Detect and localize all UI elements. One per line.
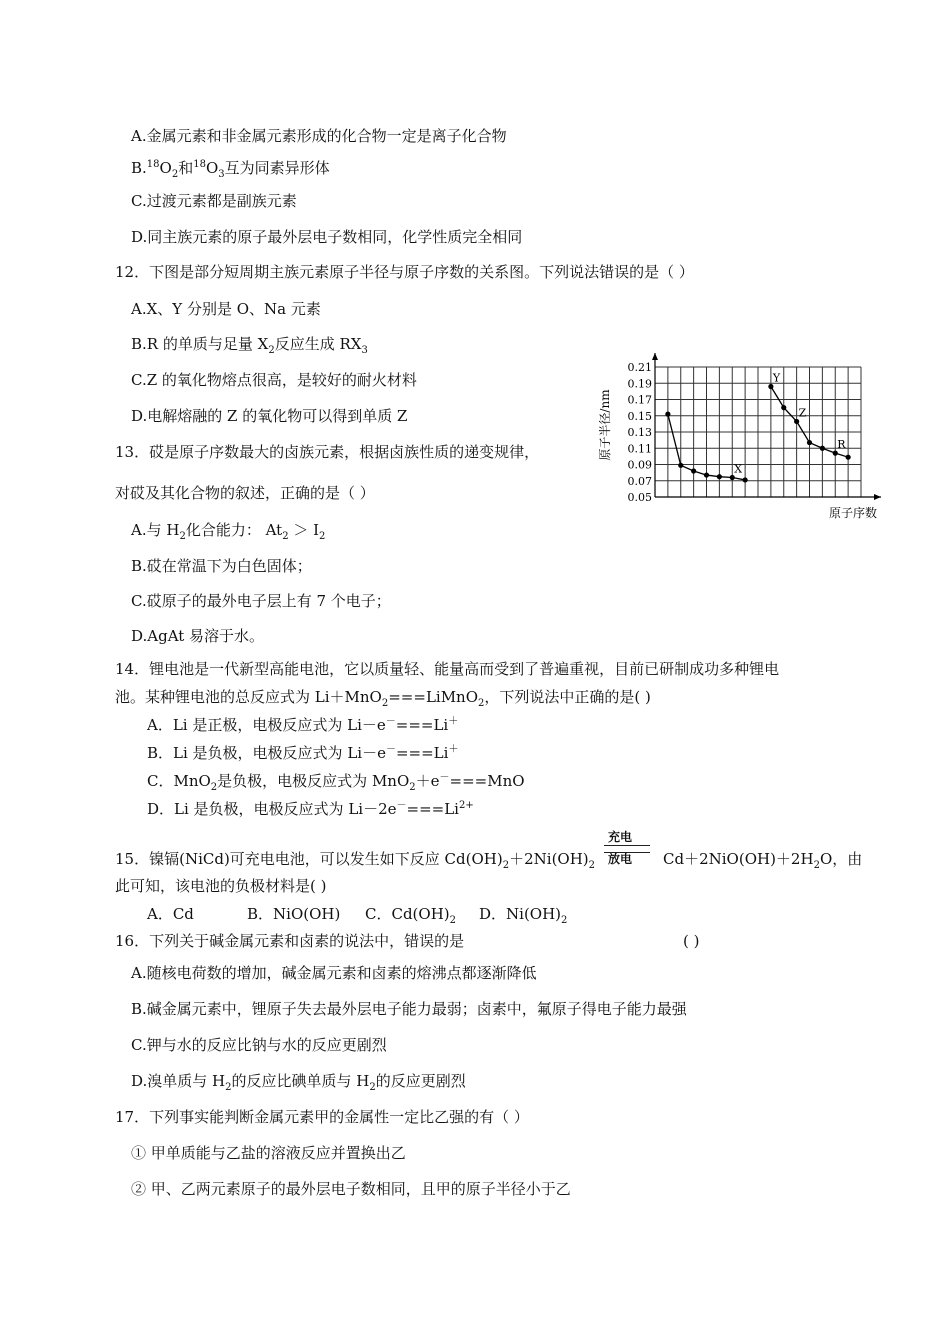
chart-grid xyxy=(652,353,881,500)
y-tick-label: 0.21 xyxy=(627,361,652,374)
q14-stem-line1: 14．锂电池是一代新型高能电池，它以质量轻、能量高而受到了普遍重视，目前已研制成功多种锂电 xyxy=(115,660,780,678)
sup: － xyxy=(385,716,396,727)
q14-option-c xyxy=(147,771,525,791)
text: B. xyxy=(131,159,147,177)
data-point xyxy=(807,440,812,445)
data-point xyxy=(704,472,709,477)
sub: 3 xyxy=(361,345,368,356)
sub: 2 xyxy=(319,531,326,542)
q15-stem-right xyxy=(663,849,862,869)
text: O，由 xyxy=(819,850,863,868)
q14-stem-line2 xyxy=(115,687,651,707)
sub: 2 xyxy=(210,782,218,793)
sub: 2 xyxy=(179,531,186,542)
sub: 3 xyxy=(218,169,225,180)
text: A．Li 是正极，电极反应式为 Li－e xyxy=(147,716,386,734)
data-point xyxy=(768,384,773,389)
text: C．MnO xyxy=(147,772,211,790)
point-label-z: Z xyxy=(798,406,807,420)
y-tick-label: 0.15 xyxy=(627,409,652,423)
text: C．Cd(OH) xyxy=(365,905,450,923)
q15-option-d xyxy=(479,904,567,924)
sup: 18 xyxy=(146,159,160,170)
q16-option-c: C.钾与水的反应比钠与水的反应更剧烈 xyxy=(131,1036,387,1054)
q12-option-a: A.X、Y 分别是 O、Na 元素 xyxy=(131,300,321,318)
point-label-r: R xyxy=(837,438,846,452)
q17-stem: 17．下列事实能判断金属元素甲的金属性一定比乙强的有（ ） xyxy=(115,1108,529,1126)
y-tick-label: 0.17 xyxy=(627,393,652,407)
q15-stem-line1 xyxy=(115,849,595,869)
y-tick-label: 0.11 xyxy=(627,442,652,456)
y-axis-arrow xyxy=(652,353,658,360)
text: ===Li xyxy=(406,800,459,818)
text: 是负极，电极反应式为 MnO xyxy=(217,772,410,790)
text: 的反应比碘单质与 H xyxy=(231,1072,370,1090)
data-point xyxy=(743,477,748,482)
sup: ＋ xyxy=(448,716,459,727)
arrow-top-label: 充电 xyxy=(608,830,633,844)
text: ===Li xyxy=(395,744,449,762)
text: D．Ni(OH) xyxy=(479,905,562,923)
y-axis-label: 原子半径/nm xyxy=(598,389,612,461)
arrow-bottom-label: 放电 xyxy=(608,852,633,866)
sub: 2 xyxy=(588,860,596,871)
sub: 2 xyxy=(225,1082,232,1093)
sup: － xyxy=(396,800,407,811)
sup: 2+ xyxy=(458,800,474,811)
sub: 2 xyxy=(813,860,820,871)
data-point xyxy=(794,419,799,424)
text: D.溴单质与 H xyxy=(131,1072,226,1090)
text: 互为同素异形体 xyxy=(224,159,330,177)
text: O xyxy=(205,159,219,177)
q11-option-a: A.金属元素和非金属元素形成的化合物一定是离子化合物 xyxy=(131,127,507,145)
x-axis-arrow xyxy=(874,494,881,500)
text: B.R 的单质与足量 X xyxy=(131,335,269,353)
text: 池。某种锂电池的总反应式为 Li＋MnO xyxy=(115,688,382,706)
q17-item-2: ② 甲、乙两元素原子的最外层电子数相同，且甲的原子半径小于乙 xyxy=(131,1180,571,1198)
data-point xyxy=(781,405,786,410)
text: O xyxy=(159,159,172,177)
text: A.与 H xyxy=(131,521,180,539)
point-label-y: Y xyxy=(772,371,781,385)
y-tick-label: 0.19 xyxy=(627,377,652,391)
y-tick-label: 0.09 xyxy=(627,458,652,472)
text: ＞ I xyxy=(288,521,320,539)
y-tick-label: 0.13 xyxy=(627,426,652,439)
text: ＋e xyxy=(415,772,440,790)
q15-option-b: B．NiO(OH) xyxy=(247,905,341,923)
sub: 2 xyxy=(561,915,568,926)
q17-item-1: ① 甲单质能与乙盐的溶液反应并置换出乙 xyxy=(131,1144,406,1162)
q11-option-c: C.过渡元素都是副族元素 xyxy=(131,192,297,210)
q13-stem-line2: 对砹及其化合物的叙述，正确的是（ ） xyxy=(115,484,375,502)
sup: ＋ xyxy=(448,744,459,755)
text: D．Li 是负极，电极反应式为 Li－2e xyxy=(147,800,397,818)
sup: － xyxy=(385,744,396,755)
y-tick-label: 0.05 xyxy=(627,491,652,504)
q12-option-b xyxy=(131,334,368,354)
q14-option-d xyxy=(147,799,474,819)
point-labels xyxy=(734,372,846,476)
q16-option-b: B.碱金属元素中，锂原子失去最外层电子能力最弱；卤素中，氟原子得电子能力最强 xyxy=(131,1000,687,1018)
q11-option-d: D.同主族元素的原子最外层电子数相同，化学性质完全相同 xyxy=(131,228,523,246)
text: ===MnO xyxy=(449,772,525,790)
sub: 2 xyxy=(282,531,289,542)
q12-stem: 12．下图是部分短周期主族元素原子半径与原子序数的关系图。下列说法错误的是（ ） xyxy=(115,263,694,281)
q14-option-b xyxy=(147,743,458,763)
q15-option-c xyxy=(365,904,456,924)
data-point xyxy=(691,468,696,473)
sub: 2 xyxy=(502,860,510,871)
data-point xyxy=(730,475,735,480)
sup: － xyxy=(439,772,450,783)
data-point xyxy=(833,451,838,456)
q11-option-b xyxy=(131,158,330,178)
q16-answer-paren: ( ) xyxy=(683,932,700,950)
q12-option-c: C.Z 的氧化物熔点很高，是较好的耐火材料 xyxy=(131,371,417,389)
text: ===Li xyxy=(395,716,449,734)
q12-option-d: D.电解熔融的 Z 的氧化物可以得到单质 Z xyxy=(131,407,408,425)
text: 和 xyxy=(178,159,194,177)
sub: 2 xyxy=(369,1082,376,1093)
text: ＋2Ni(OH) xyxy=(509,850,589,868)
atomic-radius-chart xyxy=(596,350,896,525)
text: ===LiMnO xyxy=(388,688,479,706)
point-label-x: X xyxy=(734,462,743,476)
q15-stem-line2: 此可知，该电池的负极材料是( ) xyxy=(115,877,327,895)
q16-stem: 16．下列关于碱金属元素和卤素的说法中，错误的是 xyxy=(115,932,465,950)
y-tick-label: 0.07 xyxy=(627,474,652,488)
text: 15．镍镉(NiCd)可充电电池，可以发生如下反应 Cd(OH) xyxy=(115,850,503,868)
x-axis-label: 原子序数 xyxy=(829,506,878,520)
q13-option-c: C.砹原子的最外电子层上有 7 个电子； xyxy=(131,592,391,610)
sub: 2 xyxy=(171,169,179,180)
text: B．Li 是负极，电极反应式为 Li－e xyxy=(147,744,386,762)
text: Cd＋2NiO(OH)＋2H xyxy=(663,850,814,868)
text: 反应生成 RX xyxy=(274,335,362,353)
sup: 18 xyxy=(193,159,206,170)
q16-option-a: A.随核电荷数的增加，碱金属元素和卤素的熔沸点都逐渐降低 xyxy=(131,964,537,982)
sub: 2 xyxy=(478,698,485,709)
sub: 2 xyxy=(449,915,457,926)
data-point xyxy=(717,474,722,479)
data-point xyxy=(846,455,851,460)
q16-option-d xyxy=(131,1071,466,1091)
q14-option-a xyxy=(147,715,458,735)
q15-option-a: A．Cd xyxy=(147,905,194,923)
text: ，下列说法中正确的是( ) xyxy=(484,688,651,706)
data-point xyxy=(678,463,683,468)
data-point xyxy=(820,446,825,451)
sub: 2 xyxy=(381,698,389,709)
q13-option-a xyxy=(131,520,325,540)
sub: 2 xyxy=(409,782,416,793)
reversible-arrow xyxy=(602,830,654,866)
q13-stem-line1: 13．砹是原子序数最大的卤族元素，根据卤族性质的递变规律， xyxy=(115,443,540,461)
text: 化合能力： At xyxy=(185,521,283,539)
sub: 2 xyxy=(268,345,275,356)
q13-option-d: D.AgAt 易溶于水。 xyxy=(131,627,265,645)
data-point xyxy=(665,412,670,417)
text: 的反应更剧烈 xyxy=(375,1072,466,1090)
q13-option-b: B.砹在常温下为白色固体； xyxy=(131,557,312,575)
y-tick-labels xyxy=(628,361,653,504)
